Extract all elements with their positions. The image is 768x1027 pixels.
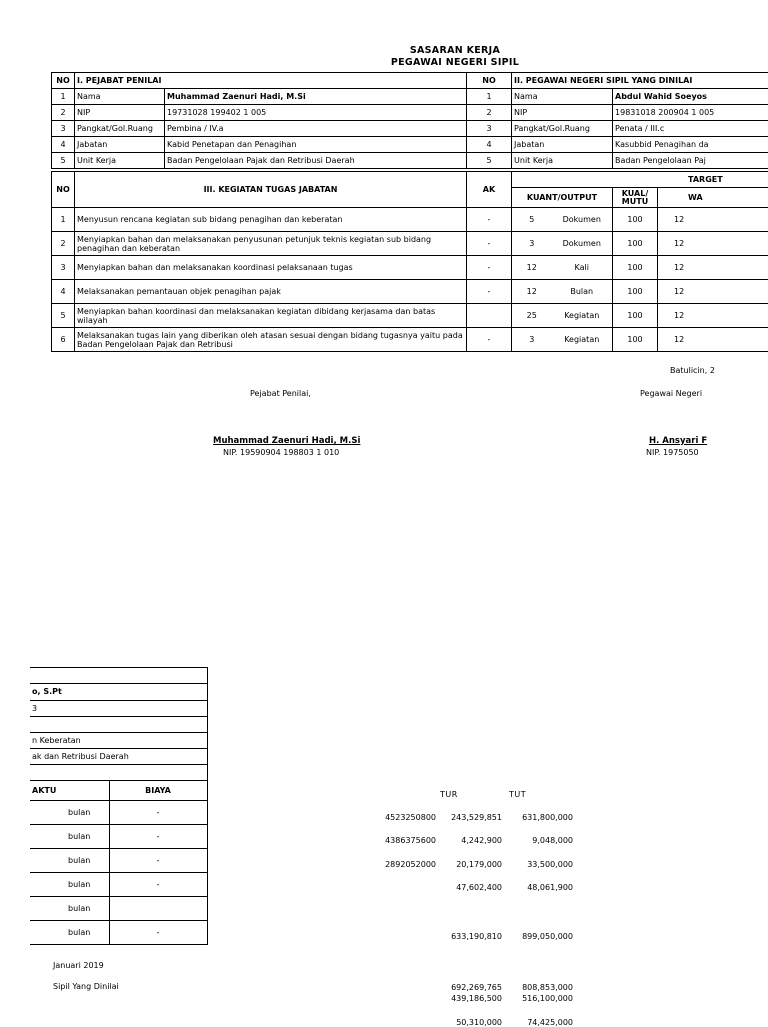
row-no: 5 bbox=[467, 153, 512, 169]
side-num-b: 20,179,000 bbox=[440, 860, 502, 869]
task-mutu: 100 bbox=[613, 256, 658, 280]
overflow-nama: o, S.Pt bbox=[30, 684, 207, 701]
overflow-role: Sipil Yang Dinilai bbox=[53, 982, 119, 991]
dinilai-jabatan: Kasubbid Penagihan da bbox=[613, 137, 768, 153]
overflow-blank-row bbox=[30, 765, 207, 781]
signature-right-name: H. Ansyari F bbox=[649, 436, 707, 446]
task-waktu: 12 bbox=[658, 208, 768, 232]
task-desc: Melaksanakan tugas lain yang diberikan oleh atasan sesuai dengan bidang tugasnya yaitu pada Badan Pengelolaan Pajak dan Retribusi bbox=[75, 328, 467, 352]
task-qty: 25 bbox=[512, 304, 552, 328]
overflow-waktu: bulan bbox=[30, 897, 109, 921]
task-unit: Dokumen bbox=[552, 232, 613, 256]
task-header-ak: AK bbox=[467, 172, 512, 208]
side-bottom-b: 692,269,765 bbox=[440, 983, 502, 992]
overflow-row bbox=[30, 873, 207, 897]
row-label: Nama bbox=[75, 89, 165, 105]
dinilai-pangkat: Penata / III.c bbox=[613, 121, 768, 137]
row-no: 1 bbox=[467, 89, 512, 105]
dinilai-nip: 19831018 200904 1 005 bbox=[613, 105, 768, 121]
overflow-biaya: - bbox=[109, 921, 207, 945]
task-desc: Menyusun rencana kegiatan sub bidang penagihan dan keberatan bbox=[75, 208, 467, 232]
task-waktu: 12 bbox=[658, 256, 768, 280]
side-num-c: 48,061,900 bbox=[510, 883, 573, 892]
overflow-row bbox=[30, 801, 207, 825]
row-label: Unit Kerja bbox=[75, 153, 165, 169]
row-no: 4 bbox=[467, 137, 512, 153]
side-num-b: 243,529,851 bbox=[440, 813, 502, 822]
penilai-nip: 19731028 199402 1 005 bbox=[165, 105, 467, 121]
overflow-row bbox=[30, 849, 207, 873]
task-qty: 5 bbox=[512, 208, 552, 232]
overflow-row bbox=[30, 897, 207, 921]
overflow-waktu: bulan bbox=[30, 873, 109, 897]
side-total-b: 633,190,810 bbox=[440, 932, 502, 941]
task-ak: - bbox=[467, 232, 512, 256]
signature-left-role: Pejabat Penilai, bbox=[250, 389, 311, 398]
row-no: 3 bbox=[467, 121, 512, 137]
signature-right-role: Pegawai Negeri bbox=[640, 389, 702, 398]
side-num-a: 4523250800 bbox=[380, 813, 436, 822]
document-title-line1: SASARAN KERJA bbox=[370, 45, 540, 56]
task-row bbox=[52, 304, 768, 328]
overflow-blank-row bbox=[30, 717, 207, 733]
row-no: 3 bbox=[52, 121, 75, 137]
task-row bbox=[52, 232, 768, 256]
side-bottom-c: 808,853,000 bbox=[510, 983, 573, 992]
task-header-kual: KUAL/ MUTU bbox=[613, 188, 658, 208]
task-row bbox=[52, 256, 768, 280]
side-num-c: 33,500,000 bbox=[510, 860, 573, 869]
penilai-unit-kerja: Badan Pengelolaan Pajak dan Retribusi Daerah bbox=[165, 153, 467, 169]
row-label: Jabatan bbox=[75, 137, 165, 153]
signature-left-nip: NIP. 19590904 198803 1 010 bbox=[223, 448, 339, 457]
task-desc: Menyiapkan bahan dan melaksanakan penyusunan petunjuk teknis kegiatan sub bidang penagihan dan keberatan bbox=[75, 232, 467, 256]
task-waktu: 12 bbox=[658, 280, 768, 304]
overflow-header-biaya: BIAYA bbox=[109, 781, 207, 801]
identity-row bbox=[52, 89, 768, 105]
task-qty: 12 bbox=[512, 280, 552, 304]
task-ak: - bbox=[467, 208, 512, 232]
task-no: 4 bbox=[52, 280, 75, 304]
task-no: 2 bbox=[52, 232, 75, 256]
overflow-nip: 3 bbox=[30, 701, 207, 717]
row-label: Pangkat/Gol.Ruang bbox=[75, 121, 165, 137]
header-pejabat-penilai: I. PEJABAT PENILAI bbox=[75, 73, 467, 89]
side-num-a: 2892052000 bbox=[380, 860, 436, 869]
task-header-kegiatan: III. KEGIATAN TUGAS JABATAN bbox=[75, 172, 467, 208]
side-num-b: 4,242,900 bbox=[440, 836, 502, 845]
signature-left-name: Muhammad Zaenuri Hadi, M.Si bbox=[213, 436, 360, 446]
task-no: 1 bbox=[52, 208, 75, 232]
overflow-unit: ak dan Retribusi Daerah bbox=[30, 749, 207, 765]
overflow-row bbox=[30, 921, 207, 945]
overflow-biaya: - bbox=[109, 849, 207, 873]
row-no: 5 bbox=[52, 153, 75, 169]
task-ak: - bbox=[467, 256, 512, 280]
row-no: 2 bbox=[467, 105, 512, 121]
row-label: Nama bbox=[512, 89, 613, 105]
side-bottom-c: 74,425,000 bbox=[510, 1018, 573, 1027]
overflow-header-waktu: AKTU bbox=[30, 781, 109, 801]
task-mutu: 100 bbox=[613, 304, 658, 328]
task-waktu: 12 bbox=[658, 328, 768, 352]
row-no: 1 bbox=[52, 89, 75, 105]
side-bottom-b: 50,310,000 bbox=[440, 1018, 502, 1027]
task-header-waktu: WA bbox=[658, 188, 768, 208]
task-ak bbox=[467, 304, 512, 328]
task-mutu: 100 bbox=[613, 280, 658, 304]
overflow-waktu: bulan bbox=[30, 849, 109, 873]
row-label: Pangkat/Gol.Ruang bbox=[512, 121, 613, 137]
overflow-biaya: - bbox=[109, 825, 207, 849]
dinilai-nama: Abdul Wahid Soeyos bbox=[613, 89, 768, 105]
task-no: 3 bbox=[52, 256, 75, 280]
task-unit: Kegiatan bbox=[552, 304, 613, 328]
row-label: Jabatan bbox=[512, 137, 613, 153]
task-unit: Dokumen bbox=[552, 208, 613, 232]
overflow-blank-row bbox=[30, 668, 207, 684]
task-unit: Kali bbox=[552, 256, 613, 280]
identity-row bbox=[52, 121, 768, 137]
overflow-waktu: bulan bbox=[30, 801, 109, 825]
task-qty: 3 bbox=[512, 328, 552, 352]
task-header-kuant: KUANT/OUTPUT bbox=[512, 188, 613, 208]
overflow-waktu: bulan bbox=[30, 921, 109, 945]
side-bottom-b: 439,186,500 bbox=[440, 994, 502, 1003]
side-num-c: 9,048,000 bbox=[510, 836, 573, 845]
identity-table bbox=[51, 72, 768, 169]
task-desc: Menyiapkan bahan koordinasi dan melaksanakan kegiatan dibidang kerjasama dan batas wilayah bbox=[75, 304, 467, 328]
penilai-pangkat: Pembina / IV.a bbox=[165, 121, 467, 137]
place-date: Batulicin, 2 bbox=[670, 366, 715, 375]
task-mutu: 100 bbox=[613, 232, 658, 256]
task-no: 5 bbox=[52, 304, 75, 328]
identity-row bbox=[52, 153, 768, 169]
task-desc: Menyiapkan bahan dan melaksanakan koordinasi pelaksanaan tugas bbox=[75, 256, 467, 280]
penilai-jabatan: Kabid Penetapan dan Penagihan bbox=[165, 137, 467, 153]
task-header-target: TARGET bbox=[512, 172, 768, 188]
overflow-biaya: - bbox=[109, 801, 207, 825]
row-no: 2 bbox=[52, 105, 75, 121]
task-ak: - bbox=[467, 328, 512, 352]
document-title-line2: PEGAWAI NEGERI SIPIL bbox=[370, 57, 540, 68]
task-unit: Bulan bbox=[552, 280, 613, 304]
dinilai-unit-kerja: Badan Pengelolaan Paj bbox=[613, 153, 768, 169]
header-no-left: NO bbox=[52, 73, 75, 89]
side-num-a: 4386375600 bbox=[380, 836, 436, 845]
row-label: NIP bbox=[75, 105, 165, 121]
overflow-jabatan: n Keberatan bbox=[30, 733, 207, 749]
overflow-biaya bbox=[109, 897, 207, 921]
signature-right-nip: NIP. 1975050 bbox=[646, 448, 699, 457]
tasks-table bbox=[51, 171, 768, 352]
overflow-date: Januari 2019 bbox=[53, 961, 104, 970]
header-pns-dinilai: II. PEGAWAI NEGERI SIPIL YANG DINILAI bbox=[512, 73, 768, 89]
side-col-tut: TUT bbox=[509, 790, 526, 799]
task-waktu: 12 bbox=[658, 232, 768, 256]
overflow-biaya: - bbox=[109, 873, 207, 897]
task-ak: - bbox=[467, 280, 512, 304]
identity-row bbox=[52, 105, 768, 121]
overflow-row bbox=[30, 825, 207, 849]
row-no: 4 bbox=[52, 137, 75, 153]
task-desc: Melaksanakan pemantauan objek penagihan pajak bbox=[75, 280, 467, 304]
task-header-no: NO bbox=[52, 172, 75, 208]
row-label: Unit Kerja bbox=[512, 153, 613, 169]
side-total-c: 899,050,000 bbox=[510, 932, 573, 941]
task-no: 6 bbox=[52, 328, 75, 352]
header-no-right: NO bbox=[467, 73, 512, 89]
task-unit: Kegiatan bbox=[552, 328, 613, 352]
identity-row bbox=[52, 137, 768, 153]
task-qty: 3 bbox=[512, 232, 552, 256]
task-qty: 12 bbox=[512, 256, 552, 280]
task-row bbox=[52, 208, 768, 232]
row-label: NIP bbox=[512, 105, 613, 121]
overflow-waktu: bulan bbox=[30, 825, 109, 849]
task-waktu: 12 bbox=[658, 304, 768, 328]
side-col-tur: TUR bbox=[440, 790, 458, 799]
overflow-table bbox=[30, 667, 208, 945]
task-mutu: 100 bbox=[613, 328, 658, 352]
task-mutu: 100 bbox=[613, 208, 658, 232]
task-row bbox=[52, 280, 768, 304]
task-row bbox=[52, 328, 768, 352]
side-num-c: 631,800,000 bbox=[510, 813, 573, 822]
side-bottom-c: 516,100,000 bbox=[510, 994, 573, 1003]
penilai-nama: Muhammad Zaenuri Hadi, M.Si bbox=[165, 89, 467, 105]
side-num-b: 47,602,400 bbox=[440, 883, 502, 892]
